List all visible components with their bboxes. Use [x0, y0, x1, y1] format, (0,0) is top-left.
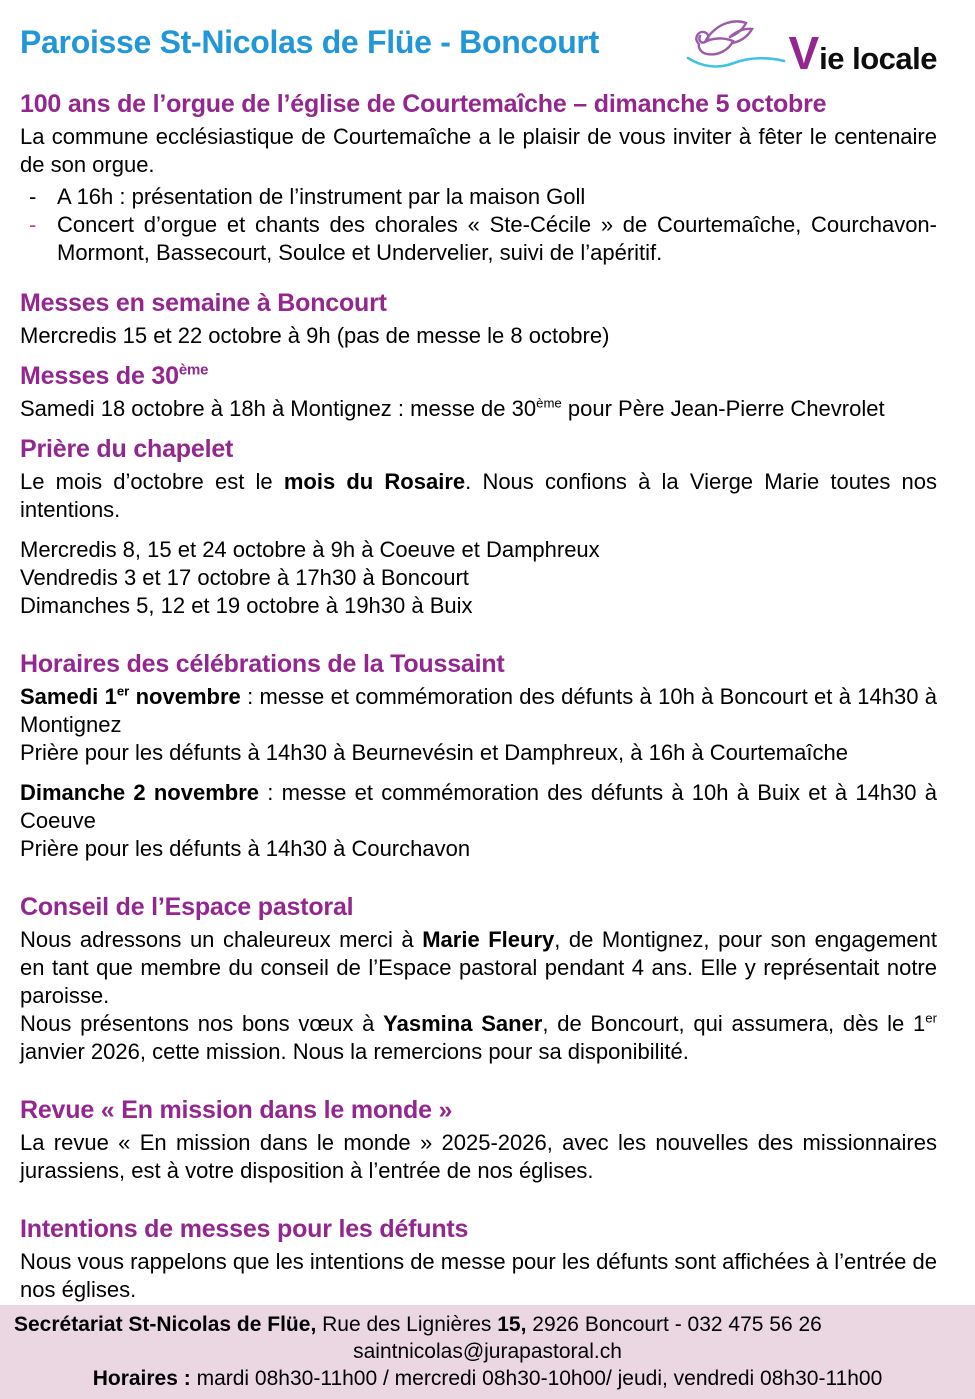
list-item	[20, 183, 937, 211]
section-revue-heading: Revue « En mission dans le monde »	[20, 1096, 453, 1124]
bold-date	[20, 684, 241, 709]
section-revue	[20, 1096, 937, 1185]
section-chapelet	[20, 435, 937, 620]
section-intentions-heading: Intentions de messes pour les défunts	[20, 1215, 469, 1243]
list-item	[20, 211, 937, 267]
footer-hours-value: mardi 08h30-11h00 / mercredi 08h30-10h00/ jeudi, vendredi 08h30-11h00	[190, 1367, 883, 1390]
logo-wordmark: ie locale	[819, 41, 937, 76]
text-run: Le mois d’octobre est le	[20, 469, 284, 494]
chapelet-schedule-line: Mercredis 8, 15 et 24 octobre à 9h à Coeuve et Damphreux	[20, 537, 600, 562]
section-messes-semaine	[20, 289, 937, 350]
bold-date: Dimanche 2 novembre	[20, 780, 260, 805]
toussaint-saturday	[20, 683, 937, 739]
revue-body: La revue « En mission dans le monde » 2025-2026, avec les nouvelles des missionnaires jurassiens, est à votre disposition à l’entrée de nos églises.	[20, 1130, 937, 1183]
page-title: Paroisse St-Nicolas de Flüe - Boncourt	[20, 24, 599, 60]
logo-letter-v: V	[788, 27, 820, 79]
bullet-dash: -	[29, 184, 37, 209]
text-run: pour Père Jean-Pierre Chevrolet	[561, 396, 885, 421]
logo-text	[788, 27, 937, 79]
heading-superscript: ème	[178, 361, 209, 379]
superscript: er	[116, 683, 130, 699]
superscript: ème	[536, 395, 562, 411]
footer-hours	[14, 1365, 961, 1392]
heading-text: Messes de 30	[20, 362, 179, 390]
text-run: , de Boncourt, qui assumera, dès le 1	[542, 1011, 926, 1036]
section-conseil	[20, 893, 937, 1066]
messes-semaine-body: Mercredis 15 et 22 octobre à 9h (pas de messe le 8 octobre)	[20, 323, 610, 348]
section-conseil-heading: Conseil de l’Espace pastoral	[20, 893, 354, 921]
bold-name: Yasmina Saner	[383, 1011, 543, 1036]
footer-city-phone: 2926 Boncourt - 032 475 56 26	[526, 1313, 822, 1336]
vie-locale-logo	[684, 16, 937, 79]
conseil-paragraph-merci	[20, 926, 937, 1010]
toussaint-saturday-prayer: Prière pour les défunts à 14h30 à Beurnevésin et Damphreux, à 16h à Courtemaîche	[20, 740, 848, 765]
text-run: , de Montignez, pour son engagement en tant que membre du conseil de l’Espace pastoral pendant 4 ans. Elle y représentait notre paroisse.	[20, 927, 937, 1008]
section-organ-heading: 100 ans de l’orgue de l’église de Courtemaîche – dimanche 5 octobre	[20, 90, 827, 118]
text-run: . Nous confions à la Vierge Marie toutes nos intentions.	[20, 469, 938, 522]
text-run: Samedi 18 octobre à 18h à Montignez : messe de 30	[20, 396, 537, 421]
text-run: Nous présentons nos bons vœux à	[20, 1011, 384, 1036]
chapelet-schedule-line: Vendredis 3 et 17 octobre à 17h30 à Boncourt	[20, 565, 469, 590]
footer-secretariat-name: Secrétariat St-Nicolas de Flüe,	[14, 1313, 317, 1336]
section-messes-30-heading	[20, 362, 937, 391]
footer	[0, 1305, 975, 1399]
footer-address-line	[14, 1311, 961, 1338]
chapelet-intro	[20, 468, 937, 524]
section-messes-semaine-heading: Messes en semaine à Boncourt	[20, 289, 387, 317]
intentions-body: Nous vous rappelons que les intentions de messe pour les défunts sont affichées à l’entrée de nos églises.	[20, 1249, 937, 1302]
dove-icon	[684, 16, 788, 74]
section-toussaint-heading: Horaires des célébrations de la Toussaint	[20, 650, 505, 678]
text-run: Samedi 1	[20, 684, 117, 709]
section-messes-30	[20, 362, 937, 423]
bold-name: Marie Fleury	[422, 927, 555, 952]
bold-text: mois du Rosaire	[283, 469, 466, 494]
chapelet-schedule-line: Dimanches 5, 12 et 19 octobre à 19h30 à Buix	[20, 593, 473, 618]
bullet-dash-accent: -	[29, 212, 37, 237]
section-intentions	[20, 1215, 937, 1304]
footer-email: saintnicolas@jurapastoral.ch	[353, 1340, 622, 1363]
conseil-paragraph-voeux	[20, 1010, 937, 1066]
bullet-text: Concert d’orgue et chants des chorales « Ste-Cécile » de Courtemaîche, Courchavon-Mormont, Bassecourt, Soulce et Undervelier, suivi de l’apéritif.	[57, 212, 937, 265]
organ-bullet-list	[20, 183, 937, 267]
section-toussaint	[20, 650, 937, 863]
footer-hours-label: Horaires :	[92, 1367, 191, 1390]
header	[20, 14, 937, 79]
bullet-text: A 16h : présentation de l’instrument par la maison Goll	[57, 184, 586, 209]
section-chapelet-heading: Prière du chapelet	[20, 435, 234, 463]
messes-30-body	[20, 395, 937, 423]
organ-intro: La commune ecclésiastique de Courtemaîche a le plaisir de vous inviter à fêter le centenaire de son orgue.	[20, 124, 937, 177]
superscript: er	[925, 1010, 937, 1026]
text-run: : messe et commémoration des défunts à 10h à Boncourt et à 14h30 à Montignez	[20, 684, 937, 737]
footer-street-number: 15,	[497, 1313, 527, 1336]
text-run: janvier 2026, cette mission. Nous la remercions pour sa disponibilité.	[20, 1039, 689, 1064]
toussaint-sunday-prayer: Prière pour les défunts à 14h30 à Courchavon	[20, 836, 471, 861]
text-run: Rue des Lignières	[316, 1313, 498, 1336]
section-organ	[20, 90, 937, 267]
text-run: : messe et commémoration des défunts à 10h à Buix et à 14h30 à Coeuve	[20, 780, 937, 833]
text-run: Nous adressons un chaleureux merci à	[20, 927, 423, 952]
text-run: novembre	[129, 684, 241, 709]
toussaint-sunday	[20, 779, 937, 835]
